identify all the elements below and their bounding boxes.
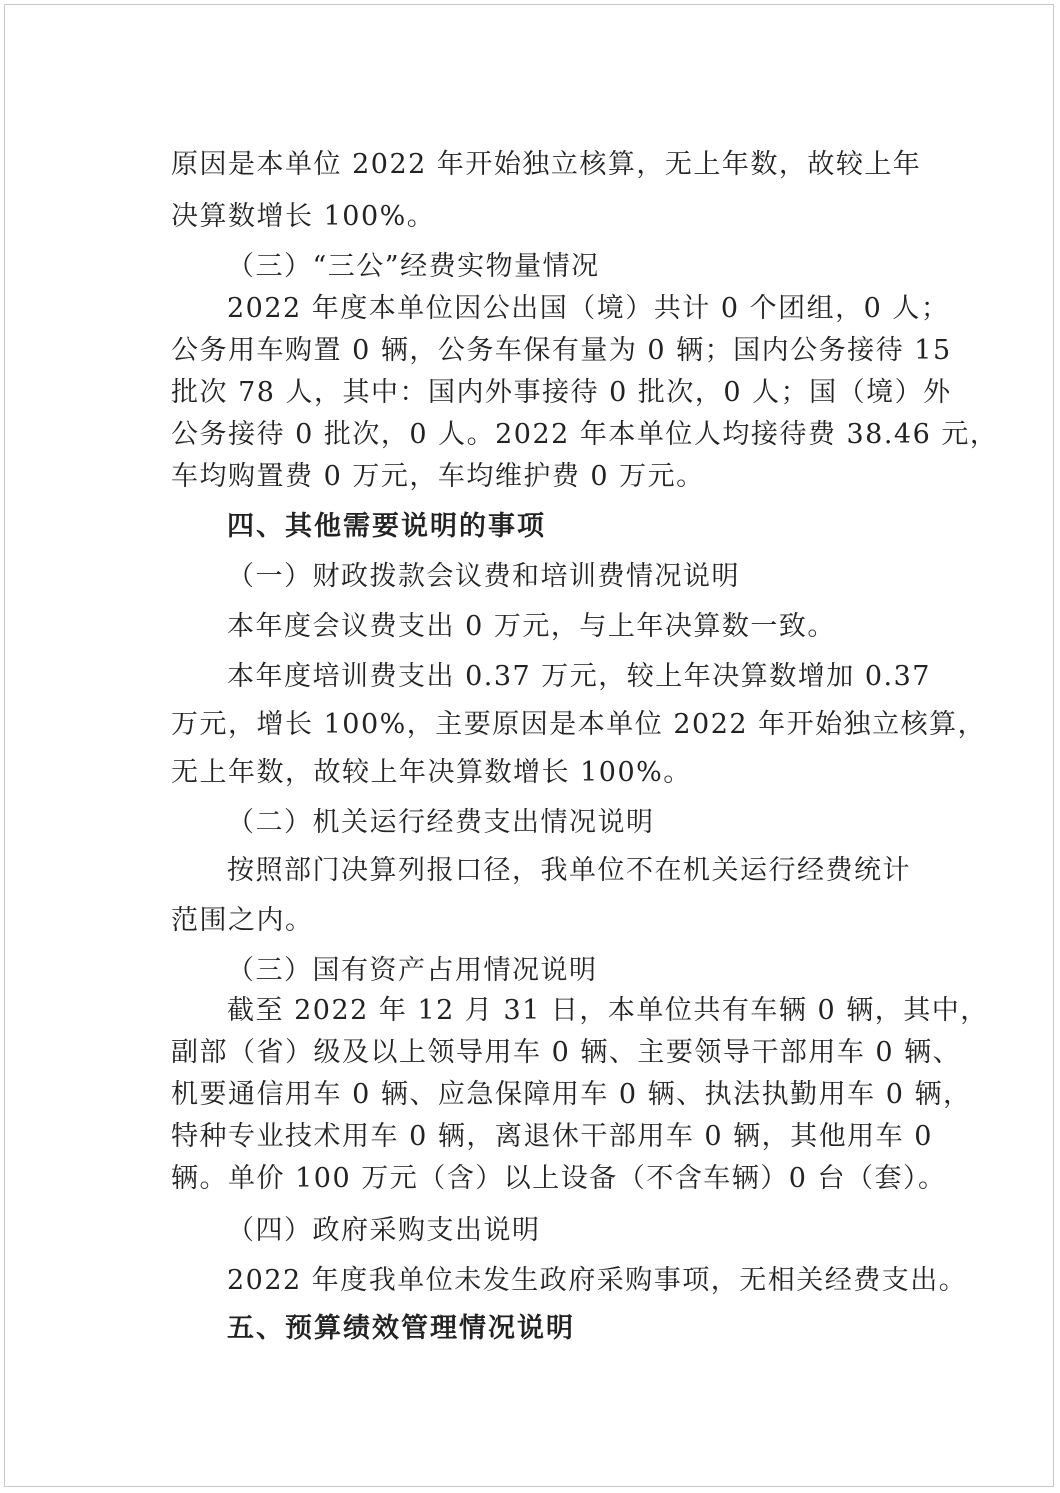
section-subheading: （三）国有资产占用情况说明 <box>227 955 598 986</box>
section-subheading: （三）“三公”经费实物量情况 <box>227 251 600 282</box>
paragraph-line: 2022 年度本单位因公出国（境）共计 0 个团组，0 人； <box>227 293 950 324</box>
paragraph-line: 范围之内。 <box>171 905 314 936</box>
paragraph-line: 副部（省）级及以上领导用车 0 辆、主要领导干部用车 0 辆、 <box>171 1037 962 1068</box>
paragraph-line: 辆。单价 100 万元（含）以上设备（不含车辆）0 台（套）。 <box>171 1163 947 1194</box>
paragraph-line: 万元，增长 100%，主要原因是本单位 2022 年开始独立核算， <box>171 709 987 740</box>
section-subheading: （二）机关运行经费支出情况说明 <box>227 807 655 838</box>
section-heading: 五、预算绩效管理情况说明 <box>227 1313 575 1344</box>
paragraph-line: 决算数增长 100%。 <box>171 201 436 232</box>
paragraph-line: 本年度培训费支出 0.37 万元，较上年决算数增加 0.37 <box>227 661 931 692</box>
paragraph-line: 批次 78 人，其中：国内外事接待 0 批次，0 人；国（境）外 <box>171 377 952 408</box>
paragraph-line: 无上年数，故较上年决算数增长 100%。 <box>171 757 692 788</box>
paragraph-line: 按照部门决算列报口径，我单位不在机关运行经费统计 <box>227 855 911 886</box>
paragraph-line: 机要通信用车 0 辆、应急保障用车 0 辆、执法执勤用车 0 辆， <box>171 1079 972 1110</box>
document-page <box>4 4 1054 1487</box>
paragraph-line: 本年度会议费支出 0 万元，与上年决算数一致。 <box>227 611 836 642</box>
paragraph-line: 截至 2022 年 12 月 31 日，本单位共有车辆 0 辆，其中， <box>227 995 989 1026</box>
section-heading: 四、其他需要说明的事项 <box>227 511 546 542</box>
section-subheading: （一）财政拨款会议费和培训费情况说明 <box>227 561 740 592</box>
paragraph-line: 原因是本单位 2022 年开始独立核算，无上年数，故较上年 <box>171 149 922 180</box>
section-subheading: （四）政府采购支出说明 <box>227 1215 541 1246</box>
paragraph-line: 特种专业技术用车 0 辆，离退休干部用车 0 辆，其他用车 0 <box>171 1121 933 1152</box>
paragraph-line: 公务接待 0 批次，0 人。2022 年本单位人均接待费 38.46 元， <box>171 419 999 450</box>
paragraph-line: 2022 年度我单位未发生政府采购事项，无相关经费支出。 <box>227 1265 968 1296</box>
paragraph-line: 车均购置费 0 万元，车均维护费 0 万元。 <box>171 461 705 492</box>
paragraph-line: 公务用车购置 0 辆，公务车保有量为 0 辆；国内公务接待 15 <box>171 335 952 366</box>
